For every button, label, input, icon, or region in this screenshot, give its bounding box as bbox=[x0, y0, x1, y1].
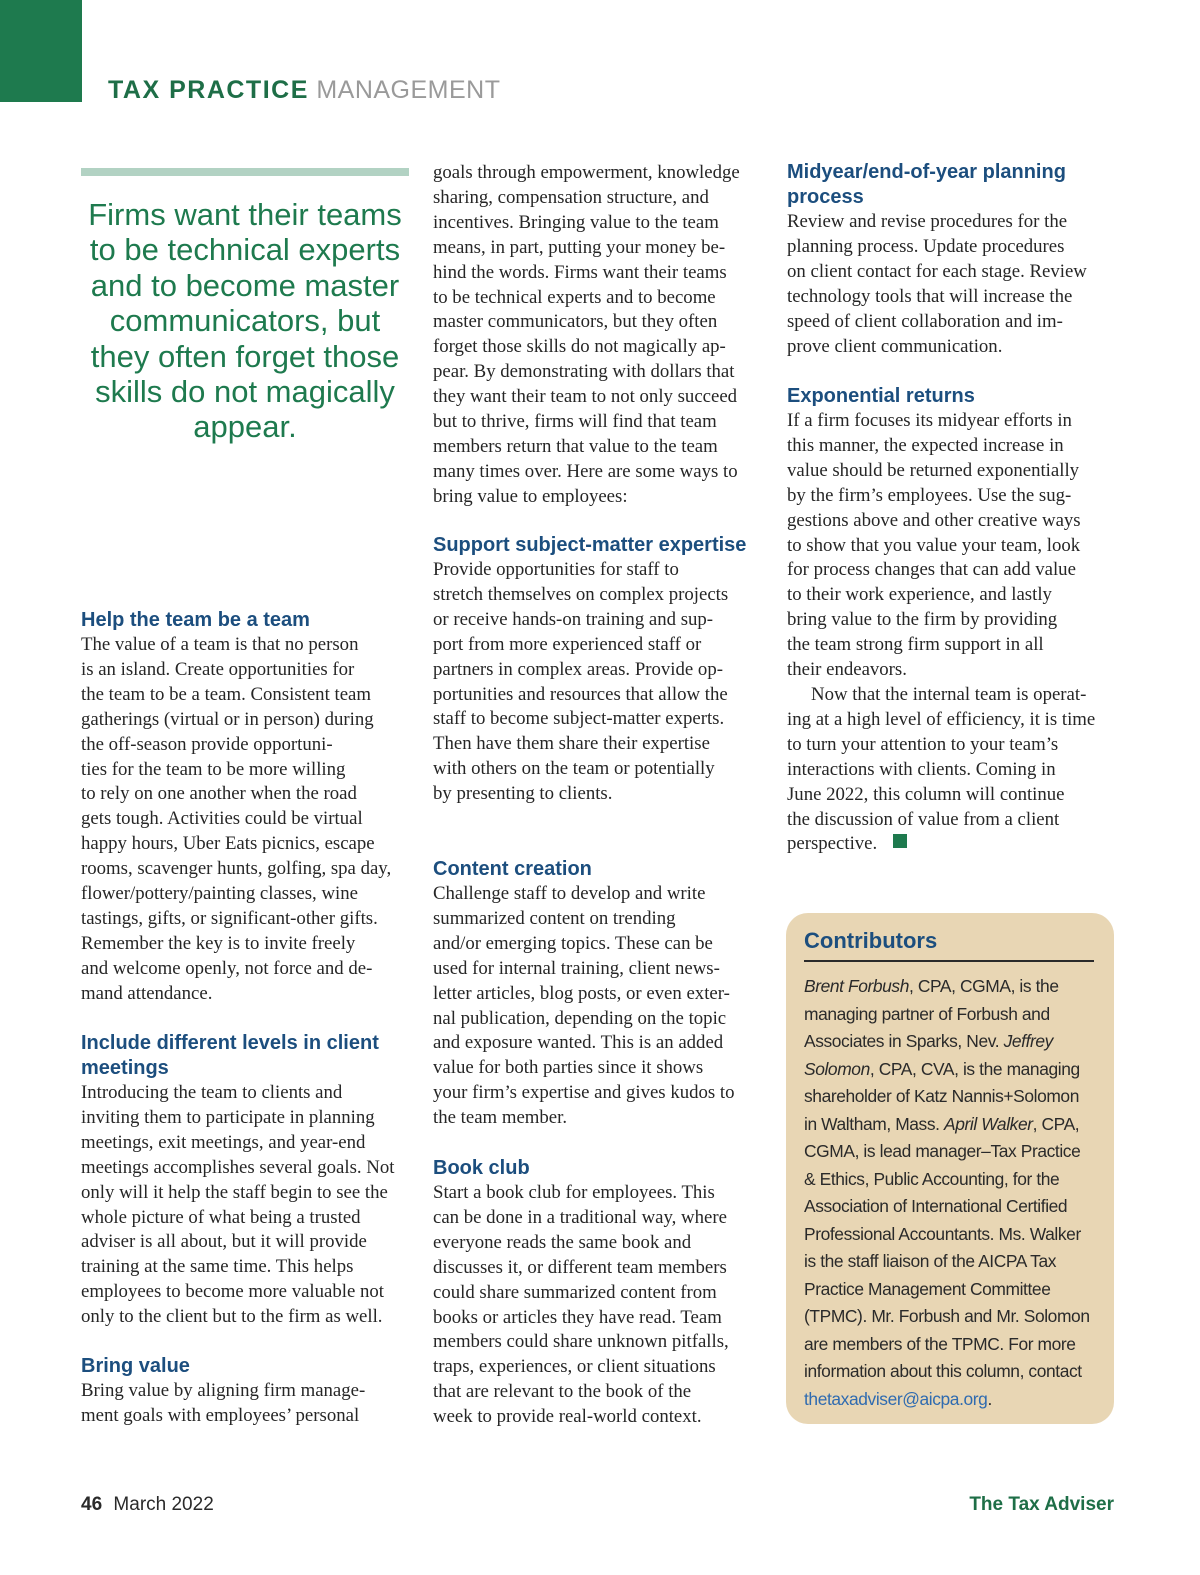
text-line: Remember the key is to invite freely bbox=[81, 932, 356, 954]
section-midyear bbox=[787, 160, 1115, 359]
text-line: gestions above and other creative ways bbox=[787, 509, 1081, 531]
text-line: Review and revise procedures for the bbox=[787, 211, 1068, 232]
text-line: or receive hands-on training and sup- bbox=[433, 608, 714, 630]
text-line: training at the same time. This helps bbox=[81, 1256, 354, 1278]
contributors-rule bbox=[804, 960, 1094, 962]
text-line: port from more experienced staff or bbox=[433, 633, 702, 655]
text-line: master communicators, but they often bbox=[433, 311, 718, 333]
text-line: incentives. Bringing value to the team bbox=[433, 211, 719, 233]
text-line: If a firm focuses its midyear efforts in bbox=[787, 410, 1072, 431]
footer-page-info bbox=[81, 1494, 214, 1516]
text-line: Provide opportunities for staff to bbox=[433, 559, 679, 580]
contributor-name-forbush: Brent Forbush bbox=[804, 976, 909, 996]
text-line: to be technical experts and to become bbox=[433, 286, 716, 308]
text-line: to their work experience, and lastly bbox=[787, 584, 1052, 606]
body-help-team bbox=[81, 633, 409, 1007]
body-client-levels bbox=[81, 1081, 409, 1330]
contributor-bio-forbush: , CPA, CGMA, is the managing partner of Forbush and Associates in Sparks, Nev. bbox=[804, 976, 1059, 1051]
text-line: mand attendance. bbox=[81, 982, 213, 1004]
subhead-content-creation: Content creation bbox=[433, 858, 592, 880]
text-line: tastings, gifts, or significant-other gifts. bbox=[81, 907, 378, 929]
body-midyear bbox=[787, 210, 1115, 359]
text-line: means, in part, putting your money be- bbox=[433, 236, 726, 258]
text-line: the team strong firm support in all bbox=[787, 634, 1044, 656]
text-line: is an island. Create opportunities for bbox=[81, 658, 355, 680]
text-line: bring value to the firm by providing bbox=[787, 609, 1058, 631]
text-line: sharing, compensation structure, and bbox=[433, 186, 709, 208]
section-book-club bbox=[433, 1156, 763, 1430]
text-line: many times over. Here are some ways to bbox=[433, 460, 738, 482]
text-line: this manner, the expected increase in bbox=[787, 434, 1064, 456]
text-line: rooms, scavenger hunts, golfing, spa day, bbox=[81, 858, 392, 880]
text-line: everyone reads the same book and bbox=[433, 1231, 692, 1253]
text-line: planning process. Update procedures bbox=[787, 235, 1065, 257]
text-line: perspective. bbox=[787, 833, 878, 855]
text-line: ties for the team to be more willing bbox=[81, 758, 346, 780]
text-line: and welcome openly, not force and de- bbox=[81, 957, 373, 979]
text-line: can be done in a traditional way, where bbox=[433, 1206, 727, 1228]
text-line: letter articles, blog posts, or even exter- bbox=[433, 982, 730, 1004]
text-line: members could share unknown pitfalls, bbox=[433, 1331, 729, 1353]
contact-email-link[interactable]: thetaxadviser@aicpa.org bbox=[804, 1388, 988, 1409]
text-line: summarized content on trending bbox=[433, 907, 676, 929]
text-line: forget those skills do not magically ap- bbox=[433, 336, 726, 358]
corner-color-bar bbox=[0, 0, 82, 102]
text-line: value should be returned exponentially bbox=[787, 459, 1080, 481]
text-line: Now that the internal team is operat- bbox=[811, 683, 1087, 705]
text-line: the discussion of value from a client bbox=[787, 808, 1060, 830]
text-line: that are relevant to the book of the bbox=[433, 1381, 692, 1403]
section-client-levels bbox=[81, 1031, 409, 1330]
contributor-name-solomon: Jeffrey Solomon bbox=[804, 1031, 1053, 1079]
text-line: partners in complex areas. Provide op- bbox=[433, 658, 723, 680]
text-line: by presenting to clients. bbox=[433, 783, 613, 805]
pullquote-rule bbox=[81, 168, 409, 176]
subhead-expertise: Support subject-matter expertise bbox=[433, 534, 747, 556]
body-closing-paragraph bbox=[787, 683, 1115, 857]
section-header-strong: TAX PRACTICE bbox=[108, 76, 309, 104]
text-line: bring value to employees: bbox=[433, 485, 628, 507]
text-line: for process changes that can add value bbox=[787, 559, 1076, 581]
text-line: used for internal training, client news- bbox=[433, 957, 720, 979]
section-bring-value-cont bbox=[433, 161, 763, 510]
body-expertise bbox=[433, 558, 763, 807]
text-line: by the firm’s employees. Use the sug- bbox=[787, 484, 1072, 506]
body-book-club bbox=[433, 1181, 763, 1430]
contributors-title: Contributors bbox=[804, 928, 938, 953]
text-line: staff to become subject-matter experts. bbox=[433, 708, 725, 730]
section-header-light: MANAGEMENT bbox=[316, 76, 501, 104]
text-line: the team member. bbox=[433, 1107, 568, 1129]
subhead-help-team: Help the team be a team bbox=[81, 609, 310, 631]
text-line: whole picture of what being a trusted bbox=[81, 1206, 361, 1228]
text-line: Start a book club for employees. This bbox=[433, 1182, 715, 1203]
text-line: ment goals with employees’ personal bbox=[81, 1404, 360, 1426]
text-line: happy hours, Uber Eats picnics, escape bbox=[81, 833, 375, 855]
text-line: inviting them to participate in planning bbox=[81, 1106, 375, 1128]
section-bring-value bbox=[81, 1354, 409, 1429]
contributors-text bbox=[804, 973, 1094, 1413]
text-line: to turn your attention to your team’s bbox=[787, 733, 1059, 755]
text-line: meetings, exit meetings, and year-end bbox=[81, 1131, 366, 1153]
closing-text bbox=[787, 684, 1095, 854]
text-line: pear. By demonstrating with dollars that bbox=[433, 361, 735, 383]
text-line: ing at a high level of efficiency, it is time bbox=[787, 708, 1096, 730]
text-line: gets tough. Activities could be virtual bbox=[81, 808, 363, 830]
end-of-article-mark bbox=[893, 834, 907, 848]
subhead-client-levels: Include different levels in client meetings bbox=[81, 1032, 379, 1079]
text-line: hind the words. Firms want their teams bbox=[433, 261, 727, 283]
page-number: 46 bbox=[81, 1494, 103, 1515]
issue-date: March 2022 bbox=[113, 1494, 214, 1515]
body-bring-value-cont bbox=[433, 161, 763, 510]
subhead-book-club: Book club bbox=[433, 1157, 530, 1179]
text-line: interactions with clients. Coming in bbox=[787, 758, 1056, 780]
text-line: the off-season provide opportuni- bbox=[81, 733, 333, 755]
contributors-period: . bbox=[987, 1388, 992, 1409]
text-line: goals through empowerment, knowledge bbox=[433, 162, 740, 183]
body-bring-value bbox=[81, 1379, 409, 1429]
text-line: books or articles they have read. Team bbox=[433, 1306, 722, 1328]
text-line: Then have them share their expertise bbox=[433, 733, 710, 755]
text-line: with others on the team or potentially bbox=[433, 758, 715, 780]
text-line: traps, experiences, or client situations bbox=[433, 1356, 716, 1378]
text-line: discusses it, or different team members bbox=[433, 1256, 727, 1278]
text-line: and exposure wanted. This is an added bbox=[433, 1032, 724, 1054]
text-line: flower/pottery/painting classes, wine bbox=[81, 883, 358, 905]
text-line: stretch themselves on complex projects bbox=[433, 583, 729, 605]
text-line: prove client communication. bbox=[787, 335, 1003, 357]
section-exponential-returns bbox=[787, 384, 1115, 857]
text-line: only to the client but to the firm as well. bbox=[81, 1306, 383, 1328]
subhead-exponential-returns: Exponential returns bbox=[787, 385, 975, 407]
contributor-bio-walker: , CPA, CGMA, is lead manager–Tax Practice & Ethics, Public Accounting, for the Association of International Certified Professional Accountants. Ms. Walker is the staff liaison of the AICPA Tax Practice Management Committee (TPMC). Mr. Forbush and Mr. Solomon are members of the TPMC. For more information about this column, contact bbox=[804, 1113, 1090, 1381]
text-line: your firm’s expertise and gives kudos to bbox=[433, 1082, 735, 1104]
publication-name: The Tax Adviser bbox=[969, 1494, 1114, 1515]
text-line: Bring value by aligning firm manage- bbox=[81, 1380, 366, 1401]
text-line: to rely on one another when the road bbox=[81, 783, 357, 805]
text-line: adviser is all about, but it will provide bbox=[81, 1231, 367, 1253]
text-line: nal publication, depending on the topic bbox=[433, 1007, 727, 1029]
text-line: portunities and resources that allow the bbox=[433, 683, 728, 705]
contributor-bio-solomon: , CPA, CVA, is the managing shareholder of Katz Nannis+Solomon in Waltham, Mass. bbox=[804, 1058, 1080, 1134]
text-line: week to provide real-world context. bbox=[433, 1406, 702, 1428]
text-line: The value of a team is that no person bbox=[81, 634, 359, 655]
text-line: on client contact for each stage. Review bbox=[787, 260, 1087, 282]
text-line: but to thrive, firms will find that team bbox=[433, 411, 717, 433]
text-line: could share summarized content from bbox=[433, 1281, 717, 1303]
contributor-name-walker: April Walker bbox=[944, 1113, 1033, 1134]
text-line: and/or emerging topics. These can be bbox=[433, 932, 713, 954]
pullquote: Firms want their teams to be technical experts and to become master communicators, but they often forget those skills do not magically appear. bbox=[88, 197, 402, 445]
text-line: employees to become more valuable not bbox=[81, 1281, 385, 1303]
contributors-sidebar bbox=[786, 913, 1114, 1424]
text-line: to show that you value your team, look bbox=[787, 534, 1081, 556]
subhead-midyear: Midyear/end-of-year planning process bbox=[787, 161, 1066, 208]
text-line: value for both parties since it shows bbox=[433, 1057, 704, 1079]
text-line: members return that value to the team bbox=[433, 435, 718, 457]
text-line: the team to be a team. Consistent team bbox=[81, 683, 371, 705]
text-line: speed of client collaboration and im- bbox=[787, 310, 1063, 332]
section-expertise bbox=[433, 533, 763, 807]
text-line: meetings accomplishes several goals. Not bbox=[81, 1156, 395, 1178]
section-header bbox=[108, 76, 501, 105]
text-line: technology tools that will increase the bbox=[787, 285, 1073, 307]
text-line: they want their team to not only succeed bbox=[433, 386, 738, 408]
text-line: Introducing the team to clients and bbox=[81, 1082, 343, 1103]
text-line: only will it help the staff begin to see the bbox=[81, 1181, 388, 1203]
body-content-creation bbox=[433, 882, 763, 1131]
body-exponential-returns bbox=[787, 409, 1115, 683]
section-content-creation bbox=[433, 857, 763, 1131]
text-line: Challenge staff to develop and write bbox=[433, 883, 706, 904]
text-line: gatherings (virtual or in person) during bbox=[81, 708, 374, 730]
text-line: their endeavors. bbox=[787, 659, 907, 681]
section-help-team bbox=[81, 608, 409, 1007]
subhead-bring-value: Bring value bbox=[81, 1355, 190, 1377]
text-line: June 2022, this column will continue bbox=[787, 783, 1065, 805]
